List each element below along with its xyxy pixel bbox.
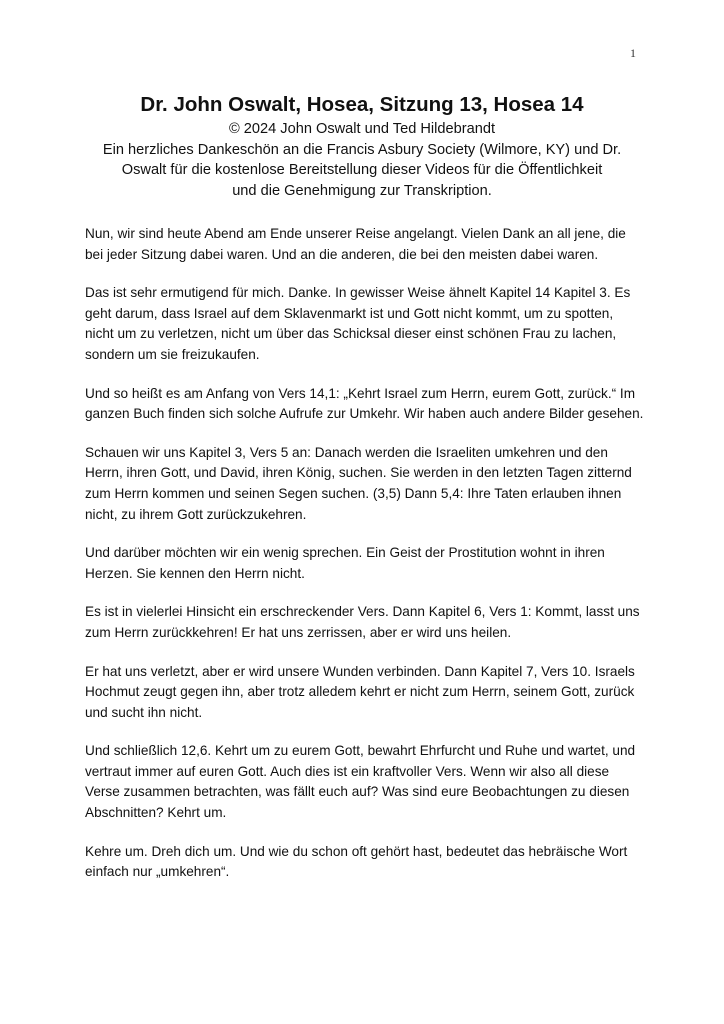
paragraph: Und darüber möchten wir ein wenig sprechen. Ein Geist der Prostitution wohnt in ihren Herzen. Sie kennen den Herrn nicht. — [85, 545, 605, 581]
paragraph: Kehre um. Dreh dich um. Und wie du schon oft gehört hast, bedeutet das hebräische Wort einfach nur „umkehren“. — [85, 843, 628, 880]
paragraph: Es ist in vielerlei Hinsicht ein erschreckender Vers. Dann Kapitel 6, Vers 1: Kommt, lasst uns zum Herrn zurückkehren! Er hat uns zerrissen, aber er wird uns heilen. — [85, 604, 640, 640]
page-number: 1 — [630, 46, 636, 60]
paragraph: Er hat uns verletzt, aber er wird unsere Wunden verbinden. Dann Kapitel 7, Vers 10. Israels Hochmut zeugt gegen ihn, aber trotz alledem kehrt er nicht zum Herrn, seinem Gott, zurück und sucht ihn nicht. — [85, 663, 635, 720]
paragraph: Nun, wir sind heute Abend am Ende unserer Reise angelangt. Vielen Dank an all jene, die bei jeder Sitzung dabei waren. Und an die anderen, die bei den meisten dabei waren. — [85, 226, 626, 262]
acknowledgement-line-1: Ein herzliches Dankeschön an die Francis Asbury Society (Wilmore, KY) und Dr. — [102, 141, 622, 158]
paragraph: Und so heißt es am Anfang von Vers 14,1: „Kehrt Israel zum Herrn, eurem Gott, zurück.“ Im ganzen Buch finden sich solche Aufrufe zur Umkehr. Wir haben auch andere Bilder gesehen. — [85, 385, 644, 422]
copyright-line: © 2024 John Oswalt und Ted Hildebrandt — [228, 121, 496, 137]
transcript-body — [85, 224, 645, 901]
paragraph: Das ist sehr ermutigend für mich. Danke. In gewisser Weise ähnelt Kapitel 14 Kapitel 3. Es geht darum, dass Israel auf dem Sklavenmarkt ist und Gott nicht kommt, um zu spotten, nicht um zu verletzen, nicht um über das Schicksal dieser einst schönen Frau zu lachen, sondern um sie freizukaufen. — [85, 285, 631, 362]
document-header — [80, 91, 644, 201]
paragraph: Schauen wir uns Kapitel 3, Vers 5 an: Danach werden die Israeliten umkehren und den Herrn, ihren Gott, und David, ihren König, suchen. Sie werden in den letzten Tagen zitternd zum Herrn kommen und seinen Segen suchen. (3,5) Dann 5,4: Ihre Taten erlauben ihnen nicht, zu ihrem Gott zurückzukehren. — [85, 444, 632, 522]
acknowledgement-line-3: und die Genehmigung zur Transkription. — [232, 182, 492, 199]
document-title: Dr. John Oswalt, Hosea, Sitzung 13, Hosea 14 — [140, 93, 584, 116]
acknowledgement-line-2: Oswalt für die kostenlose Bereitstellung dieser Videos für die Öffentlichkeit — [121, 162, 603, 178]
paragraph: Und schließlich 12,6. Kehrt um zu eurem Gott, bewahrt Ehrfurcht und Ruhe und wartet, und vertraut immer auf euren Gott. Auch dies ist ein kraftvoller Vers. Wenn wir also all diese Verse zusammen betrachten, was fällt euch auf? Was sind eure Beobachtungen zu diesen Abschnitten? Kehrt um. — [85, 743, 636, 821]
